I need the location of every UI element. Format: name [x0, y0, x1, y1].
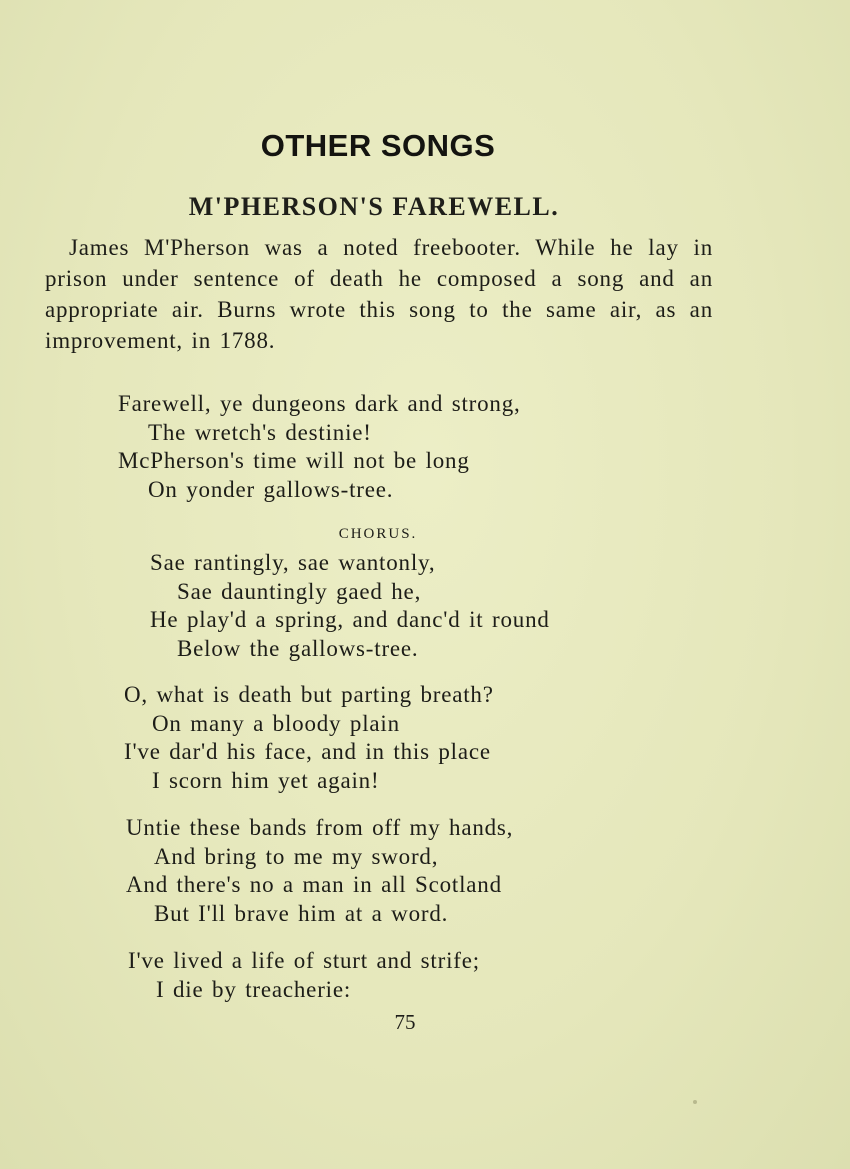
verse-line: Farewell, ye dungeons dark and strong,	[118, 391, 521, 416]
verse-line: On many a bloody plain	[152, 711, 400, 736]
verse-line: I die by treacherie:	[156, 977, 352, 1002]
chorus-line: Sae dauntingly gaed he,	[177, 579, 422, 604]
verse-line: I scorn him yet again!	[152, 768, 380, 793]
verse-line: But I'll brave him at a word.	[154, 901, 449, 926]
verse-line: McPherson's time will not be long	[118, 448, 470, 473]
chorus-line: He play'd a spring, and danc'd it round	[150, 607, 550, 632]
chorus-line: Sae rantingly, sae wantonly,	[150, 550, 436, 575]
verse-line: I've lived a life of sturt and strife;	[128, 948, 480, 973]
verse-line: O, what is death but parting breath?	[124, 682, 494, 707]
verse-line: On yonder gallows-tree.	[148, 477, 394, 502]
verse-line: The wretch's destinie!	[148, 420, 372, 445]
section-heading: OTHER SONGS	[260, 128, 496, 163]
paper-speck	[693, 1100, 697, 1104]
verse-line: Untie these bands from off my hands,	[126, 815, 514, 840]
verse-line: And bring to me my sword,	[154, 844, 439, 869]
intro-paragraph: James M'Pherson was a noted freebooter. While he lay in prison under sentence of death he composed a song and an appropriate air. Burns wrote this song to the same air, as an improvement, in 1788.	[45, 235, 713, 353]
verse-line: I've dar'd his face, and in this place	[124, 739, 491, 764]
chorus-line: Below the gallows-tree.	[177, 636, 419, 661]
page-number: 75	[394, 1010, 416, 1034]
verse-line: And there's no a man in all Scotland	[126, 872, 502, 897]
chorus-label: CHORUS.	[338, 526, 418, 542]
song-title: M'PHERSON'S FAREWELL.	[188, 192, 560, 221]
